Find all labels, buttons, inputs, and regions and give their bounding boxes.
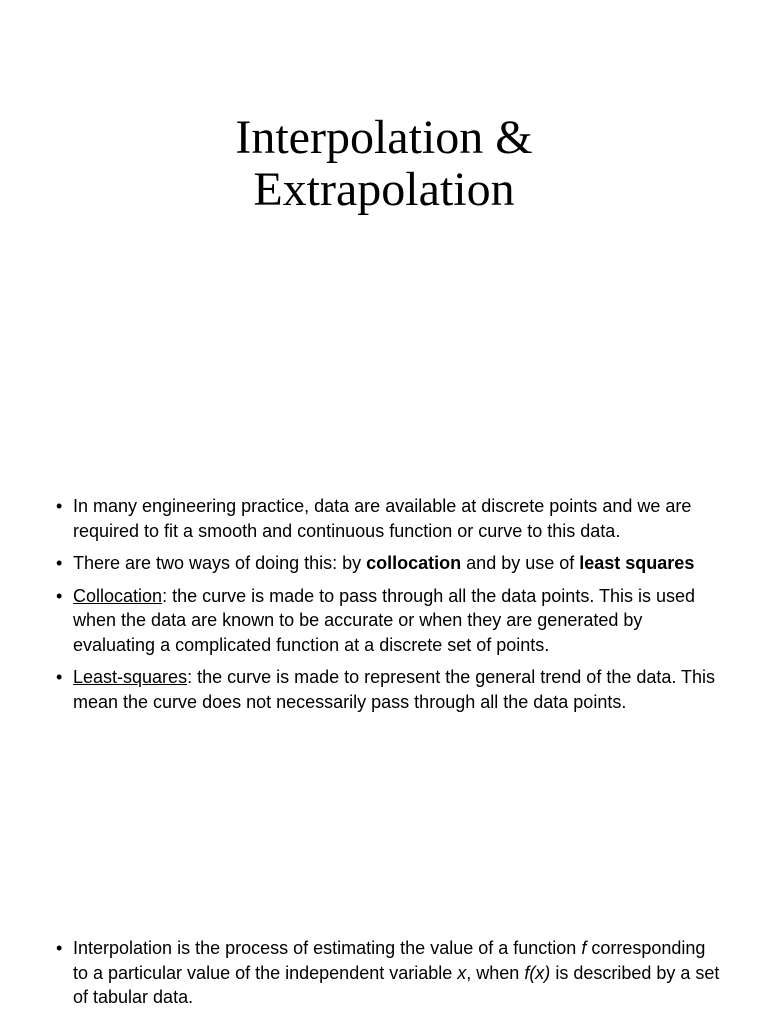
slide-title [0,112,768,216]
title-line-2: Extrapolation [253,163,515,216]
term-least-squares-bold: least squares [579,553,695,573]
term-collocation-bold: collocation [366,553,462,573]
bullet-least-squares: • Least-squares: the curve is made to represent the general trend of the data. This mean the curve does not necessarily pass through all the data points. [55,665,720,714]
bullet-list-main [55,494,720,722]
bullet-interpolation-definition: • Interpolation is the process of estimating the value of a function f corresponding to a particular value of the independent variable x, when f(x) is described by a set of tabular data. [55,936,720,1010]
term-collocation: Collocation [73,585,163,606]
bullet-list-interpolation [55,936,720,1018]
title-line-1: Interpolation & [235,111,533,164]
bullet-discrete-data: • In many engineering practice, data are available at discrete points and we are required to fit a smooth and continuous function or curve to this data. [55,494,720,543]
bullet-collocation: • Collocation: the curve is made to pass through all the data points. This is used when the data are known to be accurate or when they are generated by evaluating a complicated function at a discrete set of points. [55,584,720,658]
term-least-squares: Least-squares [73,667,188,687]
bullet-two-ways: • There are two ways of doing this: by collocation and by use of least squares [55,551,720,576]
